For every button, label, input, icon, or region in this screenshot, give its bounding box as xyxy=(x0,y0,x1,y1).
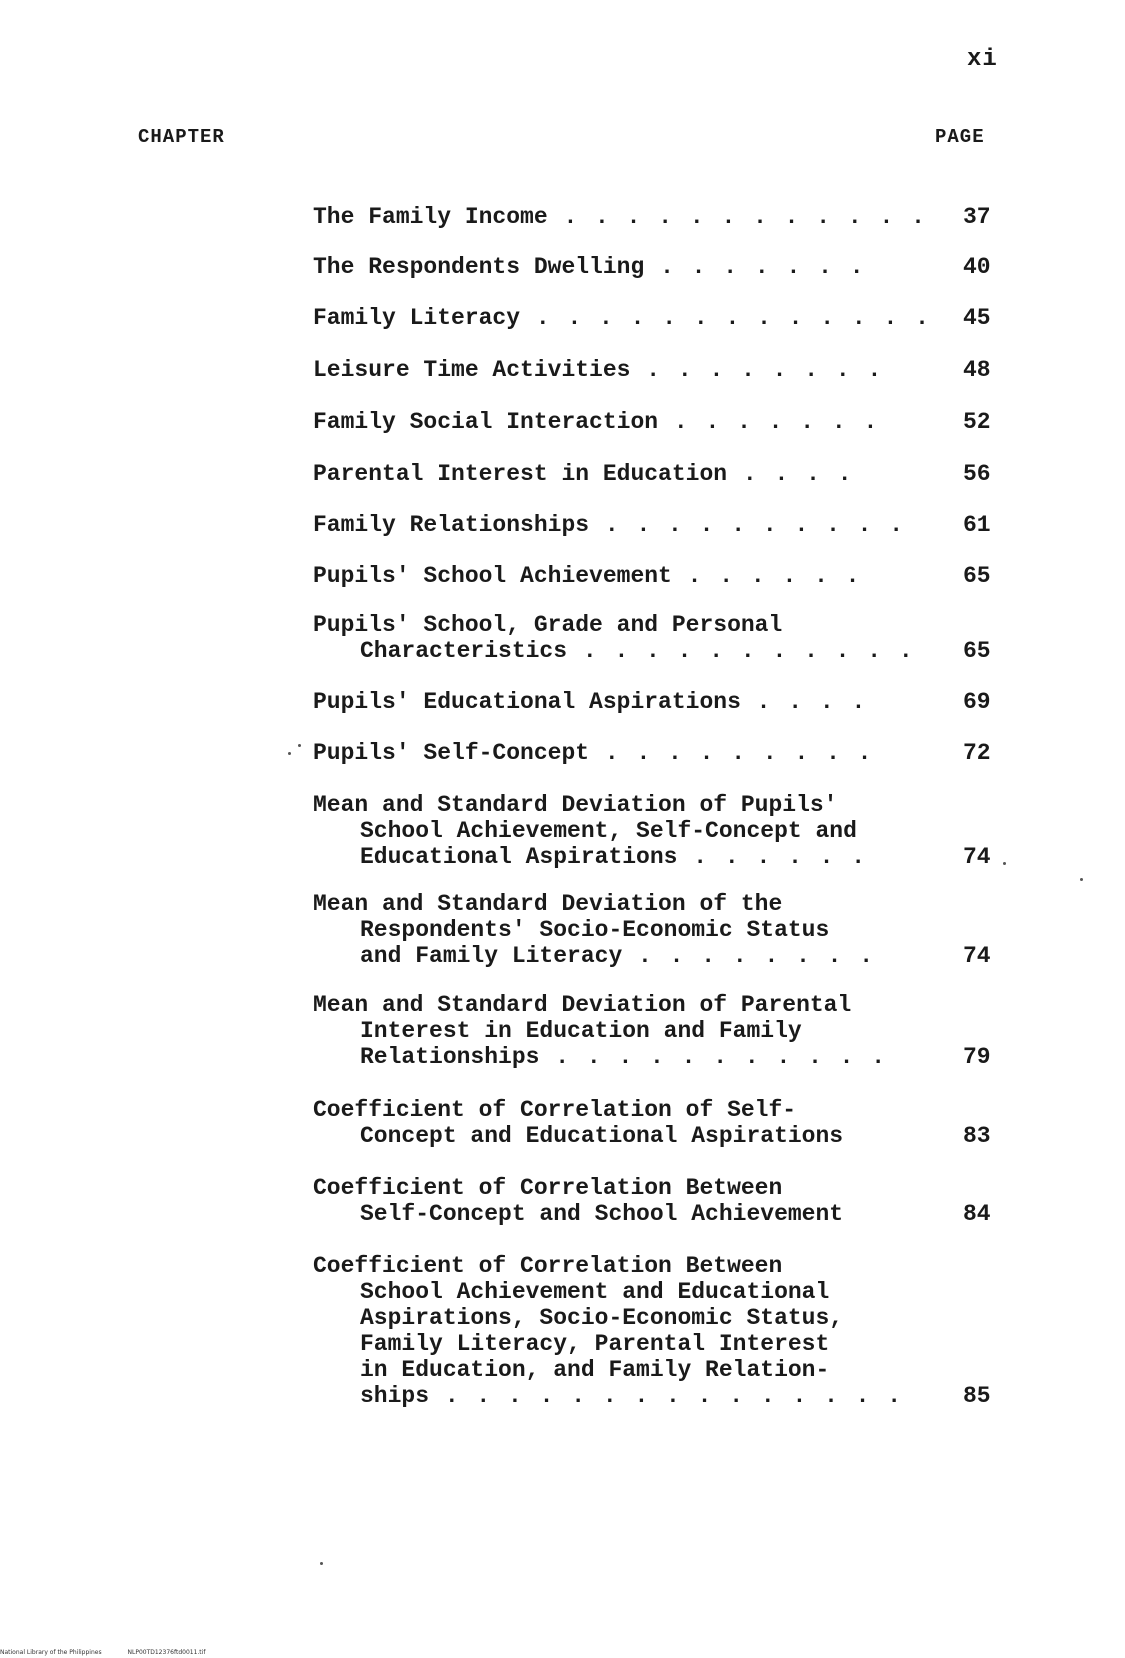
leader-dots: . . . . . . xyxy=(671,563,862,589)
toc-entry-page: 52 xyxy=(963,409,991,435)
toc-entry-title-text: The Respondents Dwelling xyxy=(313,254,645,280)
toc-entry-page: 85 xyxy=(963,1383,991,1409)
leader-dots: . . . . . . . . . . . . . xyxy=(520,305,931,331)
footer-library: National Library of the Philippines xyxy=(0,1649,102,1656)
toc-entry-title-line: School Achievement, Self-Concept and xyxy=(360,818,857,844)
leader-dots: . . . . . . . . . . xyxy=(589,512,906,538)
toc-entry xyxy=(313,204,927,230)
toc-entry xyxy=(313,992,913,1070)
toc-entry-title-line xyxy=(313,357,913,383)
toc-entry-title-line xyxy=(313,740,913,766)
toc-entry-page: 48 xyxy=(963,357,991,383)
toc-entry-title-text: Pupils' School Achievement xyxy=(313,563,672,589)
toc-entry-page: 69 xyxy=(963,689,991,715)
footer-file: NLP00TD12376ftd0011.tif xyxy=(127,1649,206,1656)
toc-entry xyxy=(313,689,913,715)
toc-entry-title-text: Family Relationships xyxy=(313,512,590,538)
toc-entry-title-line xyxy=(313,204,927,230)
toc-entry-title-text: Family Literacy xyxy=(313,305,521,331)
toc-entry-page: 84 xyxy=(963,1201,991,1227)
toc-entry xyxy=(313,563,913,589)
leader-dots: . . . . . . . xyxy=(658,409,880,435)
toc-entry-page: 40 xyxy=(963,254,991,280)
toc-entry xyxy=(313,305,931,331)
toc-entry-page: 83 xyxy=(963,1123,991,1149)
toc-entry-title-text: ships xyxy=(360,1383,430,1409)
toc-entry-title-line xyxy=(313,512,913,538)
toc-entry-title-line xyxy=(313,305,931,331)
toc-entry-title-text: Relationships xyxy=(360,1044,540,1070)
leader-dots: . . . . . . . xyxy=(644,254,866,280)
toc-entry-page: 56 xyxy=(963,461,991,487)
toc-entry-title-line: Coefficient of Correlation Between xyxy=(313,1175,783,1201)
scan-speck xyxy=(1003,862,1006,865)
toc-entry-title-line: Respondents' Socio-Economic Status xyxy=(360,917,830,943)
toc-entry-page: 74 xyxy=(963,943,991,969)
toc-entry-title-line: Mean and Standard Deviation of the xyxy=(313,891,783,917)
scan-speck xyxy=(288,752,291,755)
toc-entry-title-line: Aspirations, Socio-Economic Status, xyxy=(360,1305,844,1331)
toc-entry-title-line: Mean and Standard Deviation of Pupils' xyxy=(313,792,838,818)
toc-entry-title-line: Concept and Educational Aspirations xyxy=(360,1123,844,1149)
toc-entry xyxy=(313,740,913,766)
leader-dots: . . . . . . . . xyxy=(630,357,884,383)
toc-entry-title-line xyxy=(313,638,913,664)
toc-entry xyxy=(313,1097,913,1149)
toc-entry-title-line: Family Literacy, Parental Interest xyxy=(360,1331,830,1357)
toc-entry-title-line xyxy=(313,461,913,487)
toc-entry-title-text: Leisure Time Activities xyxy=(313,357,631,383)
toc-entry-title-line xyxy=(313,943,913,969)
toc-entry xyxy=(313,409,913,435)
toc-entry-title-line: School Achievement and Educational xyxy=(360,1279,830,1305)
toc-entry-page: 65 xyxy=(963,638,991,664)
chapter-column-label: CHAPTER xyxy=(138,126,225,148)
toc-entry-title-line xyxy=(313,1044,913,1070)
toc-entry-title-line: Coefficient of Correlation Between xyxy=(313,1253,783,1279)
toc-entry xyxy=(313,891,913,969)
toc-entry-page: 74 xyxy=(963,844,991,870)
toc-entry xyxy=(313,612,913,664)
scan-speck xyxy=(320,1562,323,1565)
toc-entry xyxy=(313,461,913,487)
toc-entry-title-text: Pupils' Educational Aspirations xyxy=(313,689,741,715)
leader-dots: . . . . xyxy=(727,461,854,487)
toc-entry-title-text: Educational Aspirations xyxy=(360,844,678,870)
toc-entry xyxy=(313,357,913,383)
toc-entry-title-line xyxy=(313,1383,913,1409)
toc-entry-page: 65 xyxy=(963,563,991,589)
toc-entry xyxy=(313,1253,913,1409)
toc-entry-title-line xyxy=(313,689,913,715)
leader-dots: . . . . . . . . . . . . xyxy=(547,204,927,230)
scan-footer xyxy=(0,1649,229,1656)
toc-entry-title-line xyxy=(313,409,913,435)
toc-entry-title-text: The Family Income xyxy=(313,204,548,230)
toc-entry-title-text: Family Social Interaction xyxy=(313,409,659,435)
leader-dots: . . . . . . . . . . . . . . . xyxy=(429,1383,904,1409)
toc-entry-title-line: Interest in Education and Family xyxy=(360,1018,802,1044)
scan-speck xyxy=(1080,878,1083,881)
toc-entry xyxy=(313,254,913,280)
leader-dots: . . . . . . . . . xyxy=(589,740,874,766)
toc-entry-page: 45 xyxy=(963,305,991,331)
toc-entry-title-line: Coefficient of Correlation of Self- xyxy=(313,1097,797,1123)
toc-entry-title-text: Characteristics xyxy=(360,638,568,664)
toc-entry-title-text: Parental Interest in Education xyxy=(313,461,728,487)
toc-entry xyxy=(313,512,913,538)
toc-entry-title-line xyxy=(313,254,913,280)
toc-entry xyxy=(313,1175,913,1227)
leader-dots: . . . . . . . . . . . xyxy=(539,1044,888,1070)
toc-entry-title-line xyxy=(313,563,913,589)
leader-dots: . . . . . . xyxy=(677,844,868,870)
leader-dots: . . . . . . . . xyxy=(622,943,876,969)
toc-entry-page: 79 xyxy=(963,1044,991,1070)
page-number: xi xyxy=(967,46,998,73)
toc-entry-title-text: and Family Literacy xyxy=(360,943,623,969)
toc-entry-page: 61 xyxy=(963,512,991,538)
toc-entry-title-text: Pupils' Self-Concept xyxy=(313,740,590,766)
toc-entry-page: 37 xyxy=(963,204,991,230)
leader-dots: . . . . . . . . . . . xyxy=(567,638,915,664)
toc-entry-title-line: Self-Concept and School Achievement xyxy=(360,1201,844,1227)
toc-entry-title-line: in Education, and Family Relation- xyxy=(360,1357,830,1383)
page-column-label: PAGE xyxy=(935,126,985,148)
toc-entry xyxy=(313,792,913,870)
toc-entry-title-line: Mean and Standard Deviation of Parental xyxy=(313,992,852,1018)
scan-speck xyxy=(298,744,301,747)
toc-entry-title-line xyxy=(313,844,913,870)
toc-entry-title-line: Pupils' School, Grade and Personal xyxy=(313,612,783,638)
leader-dots: . . . . xyxy=(740,689,868,715)
toc-entry-page: 72 xyxy=(963,740,991,766)
